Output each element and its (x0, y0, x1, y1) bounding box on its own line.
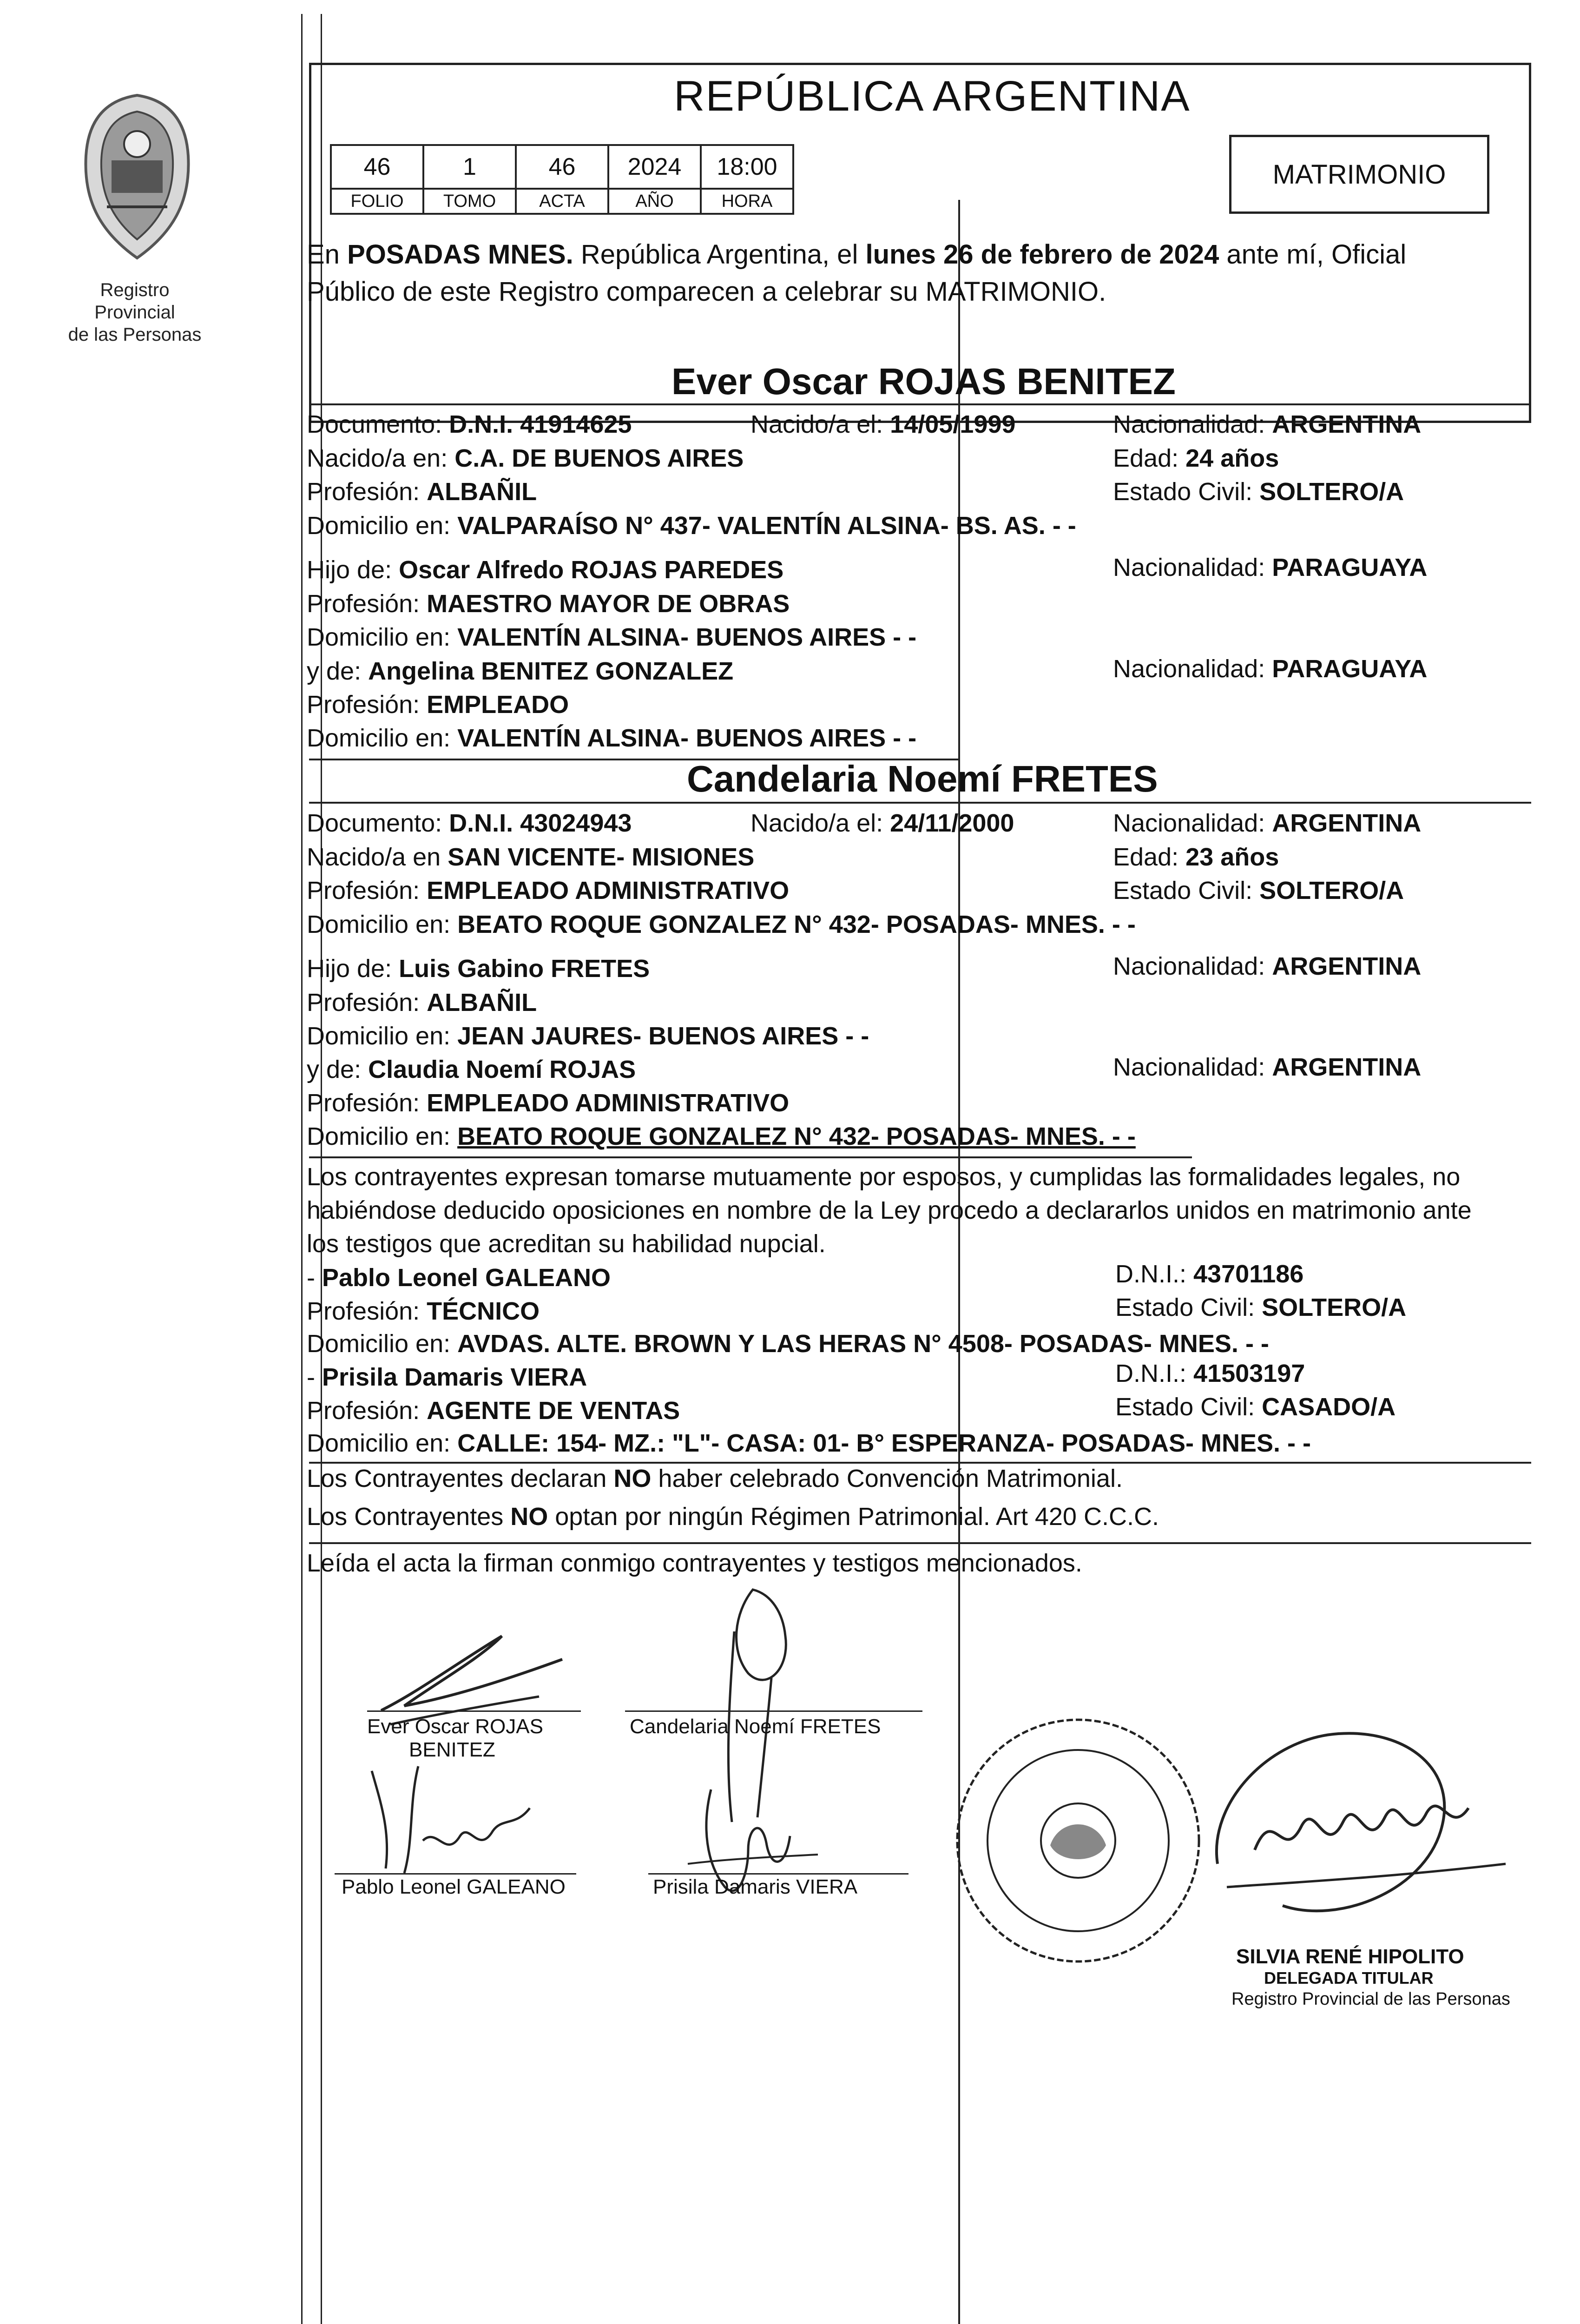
spouse2-prof (307, 876, 789, 905)
label: Estado Civil: (1113, 478, 1260, 506)
spouse2-civil (1113, 876, 1404, 905)
label: Domicilio en: (307, 623, 458, 651)
registry-logo (79, 91, 195, 277)
label: Domicilio en: (307, 1022, 458, 1050)
label: Hijo de: (307, 556, 399, 584)
spouse2-rule (309, 802, 1531, 804)
label: D.N.I.: (1115, 1360, 1194, 1387)
spouse2-dom (307, 910, 1136, 939)
spouse2-father (307, 954, 650, 983)
label: Profesión: (307, 1297, 427, 1325)
value: ARGENTINA (1272, 809, 1422, 837)
spouse2-name: Candelaria Noemí FRETES (687, 758, 1158, 799)
witness1-dom (307, 1329, 1269, 1358)
text: Los Contrayentes (307, 1503, 511, 1531)
value: EMPLEADO (427, 691, 569, 719)
value: D.N.I. 43024943 (449, 809, 632, 837)
label: Nacionalidad: (1113, 809, 1272, 837)
label: Domicilio en: (307, 1429, 458, 1457)
declaration-line1: Los contrayentes expresan tomarse mutuamente por esposos, y cumplidas las formalidades legales, no (307, 1163, 1461, 1191)
value: EMPLEADO ADMINISTRATIVO (427, 877, 790, 905)
label: Estado Civil: (1115, 1393, 1262, 1421)
emphasis: NO (613, 1465, 652, 1492)
spouse1-mother-dom (307, 724, 916, 753)
value: VALENTÍN ALSINA- BUENOS AIRES - - (457, 724, 917, 752)
value: CALLE: 154- MZ.: "L"- CASA: 01- B° ESPERANZA- POSADAS- MNES. - - (457, 1429, 1311, 1457)
spouse2-sig-caption: Candelaria Noemí FRETES (630, 1715, 881, 1738)
label: Edad: (1113, 444, 1186, 472)
official-signature (1199, 1710, 1524, 1971)
value: ALBAÑIL (427, 478, 537, 506)
spouse1-sig-caption1: Ever Oscar ROJAS (367, 1715, 543, 1738)
label: Hijo de: (307, 955, 399, 983)
value: Luis Gabino FRETES (399, 955, 650, 983)
label: Domicilio en: (307, 512, 458, 540)
witness1-prof (307, 1297, 540, 1326)
spouse2-father-dom (307, 1022, 869, 1050)
witness1-civil (1115, 1293, 1406, 1322)
witness2-dom (307, 1429, 1311, 1458)
label: Nacido/a el: (750, 410, 890, 438)
spouse1-place (307, 444, 744, 473)
label: Profesión: (307, 989, 427, 1017)
act-type-badge: MATRIMONIO (1229, 135, 1489, 214)
tomo-value: 1 (423, 145, 516, 189)
acta-label: ACTA (516, 189, 608, 214)
witness1-signature (353, 1757, 548, 1878)
declaration-line3: los testigos que acreditan su habilidad nupcial. (307, 1230, 826, 1258)
spouse2-place (307, 843, 754, 872)
label: Domicilio en: (307, 1330, 458, 1358)
witness2-signature-line (648, 1873, 908, 1875)
label: Profesión: (307, 1089, 427, 1117)
value: VALENTÍN ALSINA- BUENOS AIRES - - (457, 623, 917, 651)
spouse1-doc (307, 410, 632, 439)
label: Domicilio en: (307, 911, 458, 938)
folio-label: FOLIO (331, 189, 423, 214)
anio-value: 2024 (608, 145, 701, 189)
witnesses-bottom-rule (309, 1462, 1531, 1464)
spouse2-father-prof (307, 988, 537, 1017)
act-reference-table (330, 144, 794, 215)
text: optan por ningún Régimen Patrimonial. Art 420 C.C.C. (548, 1503, 1159, 1531)
spouse2-father-nat (1113, 952, 1421, 981)
label: y de: (307, 657, 369, 685)
spouse2-age (1113, 843, 1279, 872)
label: Nacido/a el: (750, 809, 890, 837)
intro-line2: Público de este Registro comparecen a celebrar su MATRIMONIO. (307, 277, 1106, 307)
registry-caption (65, 279, 204, 346)
prefix: - (307, 1363, 322, 1391)
value: BEATO ROQUE GONZALEZ N° 432- POSADAS- MNES. - - (457, 911, 1136, 938)
folio-value: 46 (331, 145, 423, 189)
value: 24/11/2000 (890, 809, 1014, 837)
witness2-prof (307, 1396, 680, 1425)
label: Profesión: (307, 478, 427, 506)
label: Nacionalidad: (1113, 655, 1272, 683)
value: VALPARAÍSO N° 437- VALENTÍN ALSINA- BS. AS. - - (457, 512, 1076, 540)
official-office: Registro Provincial de las Personas (1231, 1989, 1510, 2009)
value: SOLTERO/A (1262, 1294, 1407, 1321)
label: Documento: (307, 809, 449, 837)
value: ARGENTINA (1272, 952, 1422, 980)
value: SOLTERO/A (1259, 478, 1404, 506)
spouse1-age (1113, 444, 1279, 473)
value: PARAGUAYA (1272, 655, 1428, 683)
spouse1-dom (307, 511, 1076, 540)
spouse1-sig-caption2: BENITEZ (409, 1738, 495, 1761)
spouse2-mother-nat (1113, 1053, 1421, 1082)
text: haber celebrado Convención Matrimonial. (651, 1465, 1123, 1492)
declaration-line2: habiéndose deducido oposiciones en nombre de la Ley procedo a declararlos unidos en matrimonio ante (307, 1196, 1472, 1224)
value: Pablo Leonel GALEANO (322, 1264, 611, 1292)
registry-stamp (943, 1706, 1213, 1975)
intro-b: República Argentina, el (573, 239, 866, 270)
value: D.N.I. 41914625 (449, 410, 632, 438)
spouse1-father-dom (307, 623, 916, 652)
intro-date: lunes 26 de febrero de 2024 (865, 239, 1219, 270)
spouse2-doc (307, 809, 632, 838)
value: 43701186 (1193, 1260, 1304, 1288)
witness2-dni (1115, 1359, 1305, 1388)
value: ALBAÑIL (427, 989, 537, 1017)
label: Domicilio en: (307, 724, 458, 752)
notes-rule (309, 1542, 1531, 1544)
witness1-sig-caption: Pablo Leonel GALEANO (342, 1875, 566, 1898)
value: BEATO ROQUE GONZALEZ N° 432- POSADAS- MNES. - - (457, 1122, 1136, 1150)
label: Domicilio en: (307, 1122, 458, 1150)
spouse1-name: Ever Oscar ROJAS BENITEZ (672, 361, 1176, 402)
official-name: SILVIA RENÉ HIPOLITO (1236, 1945, 1464, 1968)
registry-caption-line2: de las Personas (68, 324, 202, 345)
spouse2-born (750, 809, 1014, 838)
witness2-name (307, 1363, 587, 1392)
misiones-seal-icon (79, 91, 195, 277)
label: Nacionalidad: (1113, 1053, 1272, 1081)
emphasis: NO (510, 1503, 548, 1531)
label: Documento: (307, 410, 449, 438)
spouse1-father (307, 555, 783, 584)
page-title: REPÚBLICA ARGENTINA (674, 73, 1191, 120)
witness2-sig-caption: Prisila Damaris VIERA (653, 1875, 858, 1898)
left-margin-line (301, 14, 303, 2324)
text: Los Contrayentes declaran (307, 1465, 614, 1492)
spouse1-father-nat (1113, 553, 1427, 582)
registry-caption-line1: Registro Provincial (94, 280, 175, 323)
intro-city: POSADAS MNES. (347, 239, 573, 270)
spouse1-mother-prof (307, 690, 569, 719)
value: AVDAS. ALTE. BROWN Y LAS HERAS N° 4508- POSADAS- MNES. - - (457, 1330, 1269, 1358)
value: CASADO/A (1262, 1393, 1396, 1421)
label: Profesión: (307, 590, 427, 618)
intro-line1 (307, 236, 1406, 273)
spouse1-mother (307, 657, 733, 686)
tomo-label: TOMO (423, 189, 516, 214)
anio-label: AÑO (608, 189, 701, 214)
spouse1-signature-line (367, 1710, 581, 1712)
witness2-civil (1115, 1393, 1396, 1421)
label: Estado Civil: (1115, 1294, 1262, 1321)
spouse2-nat (1113, 809, 1421, 838)
value: ARGENTINA (1272, 1053, 1422, 1081)
label: Nacionalidad: (1113, 554, 1272, 581)
value: EMPLEADO ADMINISTRATIVO (427, 1089, 790, 1117)
spouse1-born (750, 410, 1015, 439)
value: 14/05/1999 (890, 410, 1016, 438)
label: D.N.I.: (1115, 1260, 1194, 1288)
label: Nacionalidad: (1113, 952, 1272, 980)
label: Profesión: (307, 877, 427, 905)
spouse1-rule (309, 403, 1531, 405)
label: Profesión: (307, 1397, 427, 1425)
intro-c: ante mí, Oficial (1219, 239, 1407, 270)
value: MAESTRO MAYOR DE OBRAS (427, 590, 790, 618)
label: Estado Civil: (1113, 877, 1260, 905)
value: Oscar Alfredo ROJAS PAREDES (399, 556, 784, 584)
value: 24 años (1185, 444, 1279, 472)
witness1-dni (1115, 1260, 1304, 1288)
closing-note: Leída el acta la firman conmigo contrayentes y testigos mencionados. (307, 1549, 1082, 1577)
value: 23 años (1185, 843, 1279, 871)
hora-value: 18:00 (701, 145, 793, 189)
spouse2-mother (307, 1055, 636, 1084)
spouse1-nat (1113, 410, 1421, 439)
value: Prisila Damaris VIERA (322, 1363, 587, 1391)
value: JEAN JAURES- BUENOS AIRES - - (457, 1022, 869, 1050)
spouse1-mother-nat (1113, 654, 1427, 683)
witness1-signature-line (335, 1873, 576, 1875)
convention-note (307, 1464, 1123, 1493)
label: Edad: (1113, 843, 1186, 871)
label: Nacionalidad: (1113, 410, 1272, 438)
value: Claudia Noemí ROJAS (368, 1056, 636, 1083)
spouse1-father-prof (307, 589, 790, 618)
spouse1-civil (1113, 477, 1404, 506)
official-role: DELEGADA TITULAR (1264, 1968, 1434, 1987)
intro-a: En (307, 239, 348, 270)
label: y de: (307, 1056, 369, 1083)
acta-value: 46 (516, 145, 608, 189)
label: Nacido/a en: (307, 444, 455, 472)
value: SAN VICENTE- MISIONES (448, 843, 755, 871)
value: 41503197 (1193, 1360, 1305, 1387)
spouse2-mother-prof (307, 1089, 789, 1117)
value: Angelina BENITEZ GONZALEZ (368, 657, 734, 685)
hora-label: HORA (701, 189, 793, 214)
value: PARAGUAYA (1272, 554, 1428, 581)
prefix: - (307, 1264, 322, 1292)
witness1-name (307, 1263, 611, 1292)
spouse1-prof (307, 477, 537, 506)
value: SOLTERO/A (1259, 877, 1404, 905)
spouse2-mother-dom (307, 1122, 1136, 1151)
label: Profesión: (307, 691, 427, 719)
regime-note (307, 1502, 1159, 1531)
value: C.A. DE BUENOS AIRES (454, 444, 744, 472)
value: AGENTE DE VENTAS (427, 1397, 680, 1425)
label: Nacido/a en (307, 843, 448, 871)
value: TÉCNICO (427, 1297, 540, 1325)
spouse2-signature-line (625, 1710, 922, 1712)
value: ARGENTINA (1272, 410, 1422, 438)
